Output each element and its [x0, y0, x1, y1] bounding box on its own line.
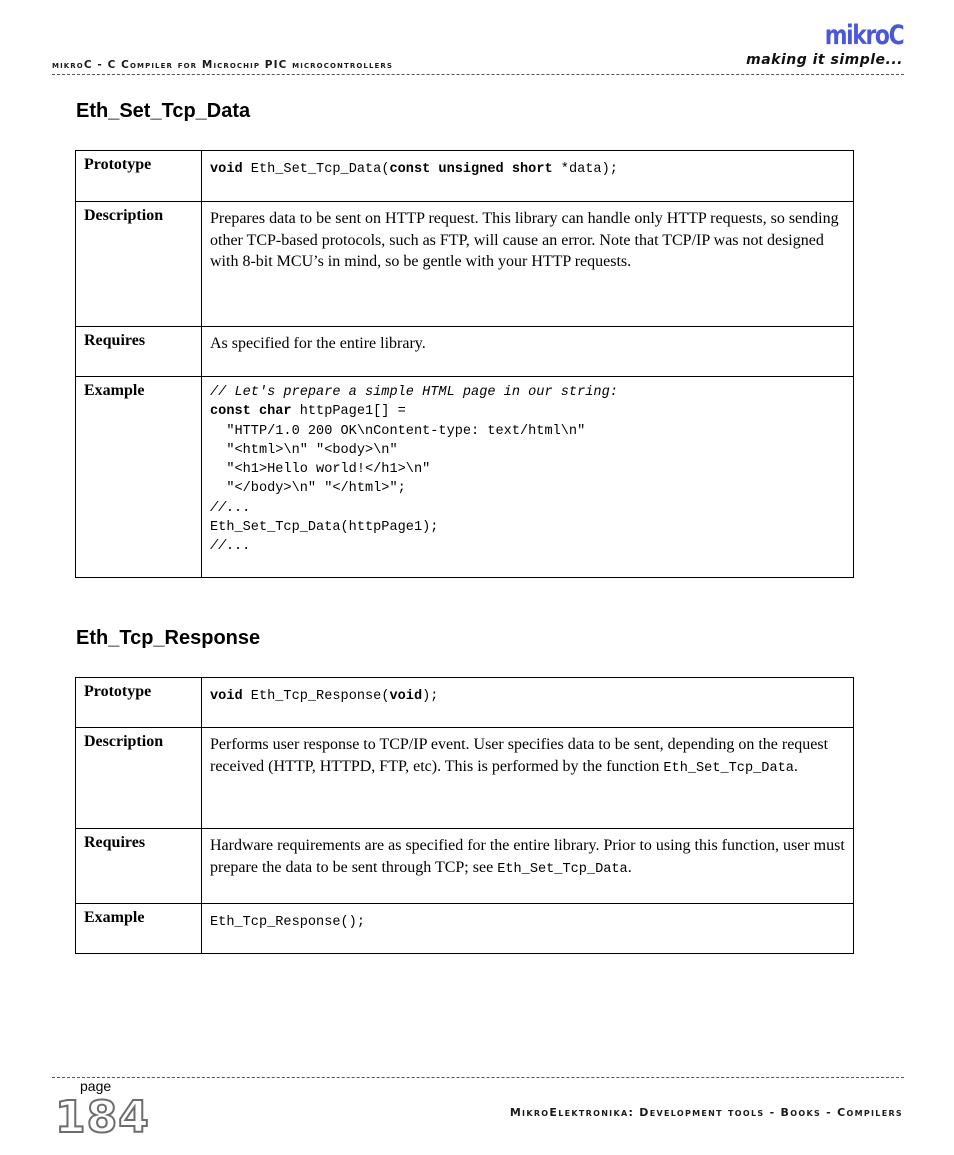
requires-code: Eth_Set_Tcp_Data — [497, 861, 628, 877]
requires-text: Hardware requirements are as specified for the entire library. Prior to using this function, user must prepare the data to be sent through TCP; see — [210, 837, 845, 876]
footer-publisher: MikroElektronika: Development tools - Books - Compilers — [509, 1106, 903, 1119]
page-label: page — [80, 1078, 112, 1094]
row-requires — [76, 829, 854, 904]
example-cell — [202, 904, 854, 954]
description-text: Performs user response to TCP/IP event. User specifies data to be sent, depending on the request received (HTTP, HTTPD, FTP, etc). This is performed by the function — [210, 736, 829, 775]
label-requires: Requires — [76, 829, 202, 904]
requires-cell — [202, 829, 854, 904]
label-example: Example — [76, 377, 202, 578]
row-description — [76, 202, 854, 327]
label-description: Description — [76, 728, 202, 829]
label-example: Example — [76, 904, 202, 954]
prototype-cell — [202, 678, 854, 728]
row-prototype — [76, 678, 854, 728]
footer-divider — [52, 1077, 904, 1078]
page-number: 184 — [55, 1092, 150, 1143]
brand-logo: mikroC — [824, 20, 903, 51]
section-title-eth-set-tcp-data: Eth_Set_Tcp_Data — [76, 100, 251, 122]
header-divider — [52, 74, 904, 75]
spec-table-eth-tcp-response — [75, 677, 854, 954]
example-code: // Let's prepare a simple HTML page in our string: const char httpPage1[] = "HTTP/1.0 200 OK\nContent-type: text/html\n" "<html>\n" "<body>\n" "<h1>Hello world!</h1>\n" "</body>\n" "</html>"; //... Eth_Set_Tcp_Data(httpPage1); //... — [210, 385, 618, 555]
label-description: Description — [76, 202, 202, 327]
spec-table-eth-set-tcp-data — [75, 150, 854, 578]
label-prototype: Prototype — [76, 151, 202, 202]
prototype-code: void Eth_Set_Tcp_Data(const unsigned short *data); — [210, 162, 618, 177]
row-requires — [76, 327, 854, 377]
description-cell — [202, 728, 854, 829]
example-cell — [202, 377, 854, 578]
description-text: Prepares data to be sent on HTTP request. This library can handle only HTTP requests, so sending other TCP-based protocols, such as FTP, will cause an error. Note that TCP/IP was not designed with 8-bit MCU’s in mind, so be gentle with your HTTP requests. — [202, 202, 854, 327]
section-title-eth-tcp-response: Eth_Tcp_Response — [76, 627, 261, 649]
requires-end: . — [627, 858, 632, 876]
example-code: Eth_Tcp_Response(); — [210, 915, 365, 930]
row-example — [76, 904, 854, 954]
requires-text: As specified for the entire library. — [202, 327, 854, 377]
description-end: . — [793, 757, 798, 775]
label-requires: Requires — [76, 327, 202, 377]
prototype-cell — [202, 151, 854, 202]
row-description — [76, 728, 854, 829]
prototype-code: void Eth_Tcp_Response(void); — [210, 689, 439, 704]
header-title: mikroC - C Compiler for Microchip PIC microcontrollers — [52, 59, 394, 71]
description-code: Eth_Set_Tcp_Data — [663, 760, 794, 776]
row-prototype — [76, 151, 854, 202]
brand-tagline: making it simple... — [746, 52, 903, 68]
row-example — [76, 377, 854, 578]
label-prototype: Prototype — [76, 678, 202, 728]
